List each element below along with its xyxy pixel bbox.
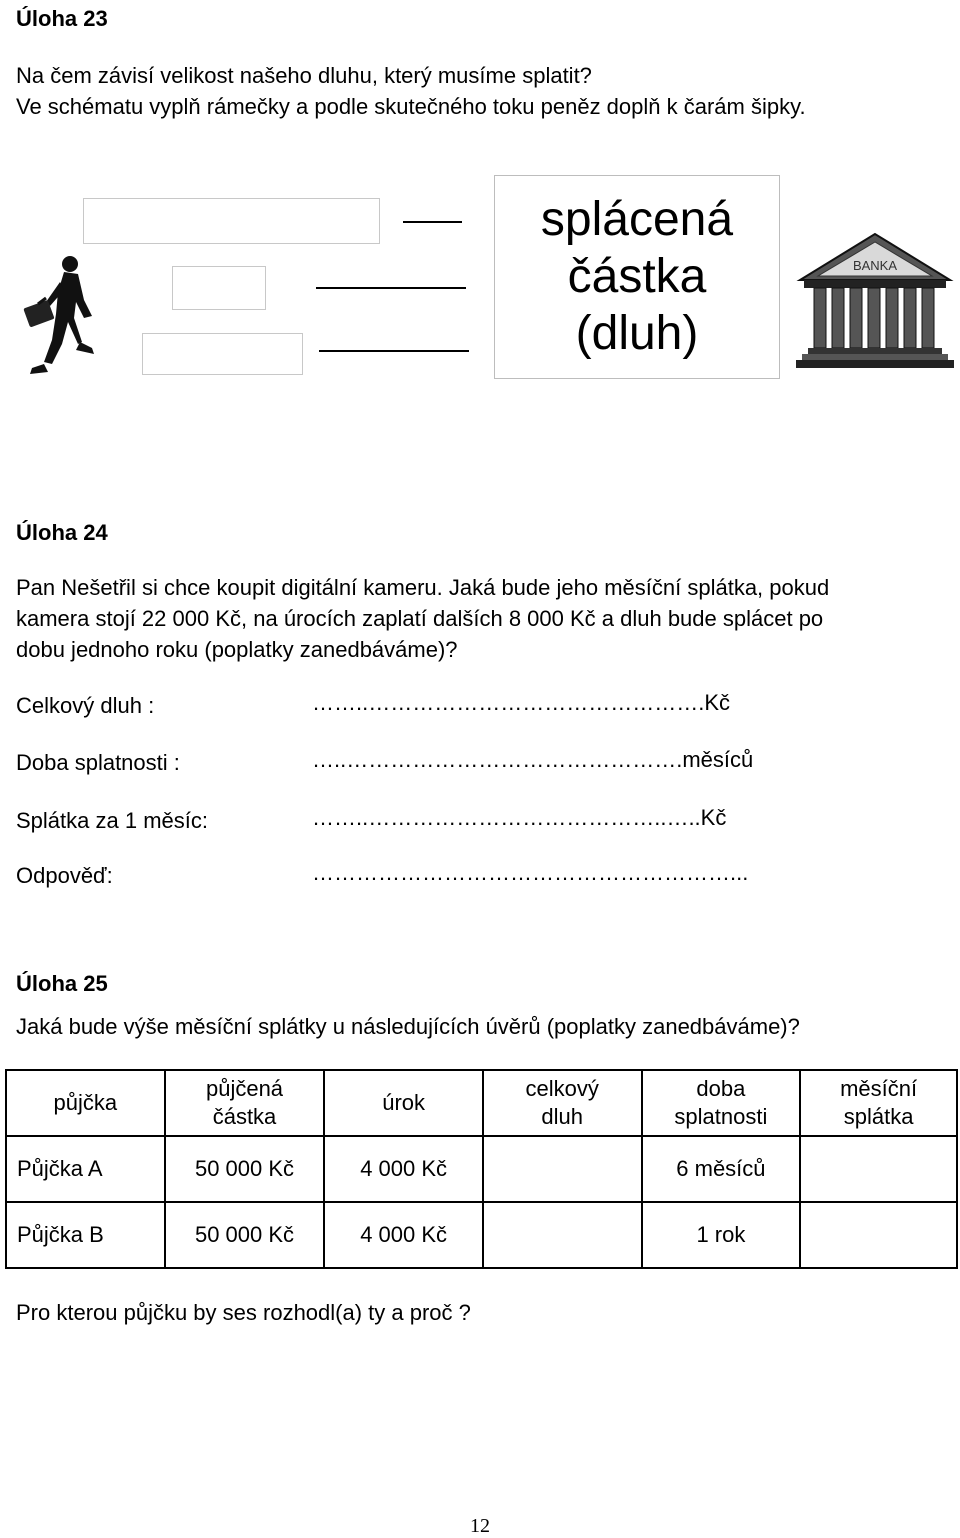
fill-box-top[interactable] xyxy=(83,198,380,244)
table-header-row xyxy=(6,1070,957,1136)
repaid-amount-line2: částka xyxy=(567,250,707,303)
table-row xyxy=(6,1136,957,1202)
fill-box-middle[interactable] xyxy=(172,266,266,310)
header-repayment-period: doba splatnosti xyxy=(642,1070,801,1136)
fill-box-bottom[interactable] xyxy=(142,333,303,375)
loan-a-amount: 50 000 Kč xyxy=(165,1136,325,1202)
arrow-line-bottom xyxy=(319,350,469,352)
bank-building-icon xyxy=(792,230,958,372)
header-interest: úrok xyxy=(324,1070,483,1136)
loan-b-total-cell[interactable] xyxy=(483,1202,642,1268)
loans-table xyxy=(5,1069,958,1269)
loan-a-name: Půjčka A xyxy=(6,1136,165,1202)
bank-sign: BANKA xyxy=(852,258,898,273)
loan-a-interest: 4 000 Kč xyxy=(324,1136,483,1202)
header-total-debt: celkový dluh xyxy=(483,1070,642,1136)
loan-a-payment-cell[interactable] xyxy=(800,1136,957,1202)
table-row xyxy=(6,1202,957,1268)
task24-paragraph-line1: Pan Nešetřil si chce koupit digitální kameru. Jaká bude jeho měsíční splátka, pokud xyxy=(16,575,830,600)
final-question: Pro kterou půjčku by ses rozhodl(a) ty a proč ? xyxy=(16,1300,471,1325)
page-number: 12 xyxy=(470,1515,490,1537)
loan-b-amount: 50 000 Kč xyxy=(165,1202,325,1268)
repayment-period-label: Doba splatnosti : xyxy=(16,750,180,775)
task23-text-line2: Ve schématu vyplň rámečky a podle skutečného toku peněz doplň k čarám šipky. xyxy=(16,94,806,119)
header-borrowed-amount: půjčená částka xyxy=(165,1070,325,1136)
repaid-amount-line1: splácená xyxy=(540,193,734,246)
total-debt-label: Celkový dluh : xyxy=(16,693,155,718)
answer-blank[interactable]: …………………………………………………... xyxy=(312,860,749,885)
task25-question: Jaká bude výše měsíční splátky u následujících úvěrů (poplatky zanedbáváme)? xyxy=(16,1014,800,1039)
monthly-payment-blank[interactable]: ……..…………………………………..…..Kč xyxy=(312,805,727,830)
loan-b-term: 1 rok xyxy=(642,1202,801,1268)
task23-text-line1: Na čem závisí velikost našeho dluhu, který musíme splatit? xyxy=(16,63,592,88)
loan-a-total-cell[interactable] xyxy=(483,1136,642,1202)
arrow-line-top xyxy=(403,221,462,223)
header-monthly-payment: měsíční splátka xyxy=(800,1070,957,1136)
repaid-amount-line3: (dluh) xyxy=(575,307,699,360)
task24-paragraph-line2: kamera stojí 22 000 Kč, na úrocích zaplatí dalších 8 000 Kč a dluh bude splácet po xyxy=(16,606,824,631)
monthly-payment-label: Splátka za 1 měsíc: xyxy=(16,808,208,833)
loan-b-payment-cell[interactable] xyxy=(800,1202,957,1268)
repaid-amount-box xyxy=(494,175,780,379)
loan-b-name: Půjčka B xyxy=(6,1202,165,1268)
answer-label: Odpověď: xyxy=(16,863,113,888)
total-debt-blank[interactable]: ……..……………………………………….Kč xyxy=(312,690,731,715)
loan-b-interest: 4 000 Kč xyxy=(324,1202,483,1268)
header-loan: půjčka xyxy=(6,1070,165,1136)
task23-heading: Úloha 23 xyxy=(16,6,108,31)
loan-a-term: 6 měsíců xyxy=(642,1136,801,1202)
task24-paragraph-line3: dobu jednoho roku (poplatky zanedbáváme)? xyxy=(16,637,458,662)
repayment-period-blank[interactable]: …..……………………………………….měsíců xyxy=(312,747,754,772)
task25-heading: Úloha 25 xyxy=(16,971,108,996)
arrow-line-middle xyxy=(316,287,466,289)
task24-heading: Úloha 24 xyxy=(16,520,108,545)
walking-businessman-icon xyxy=(18,252,98,376)
